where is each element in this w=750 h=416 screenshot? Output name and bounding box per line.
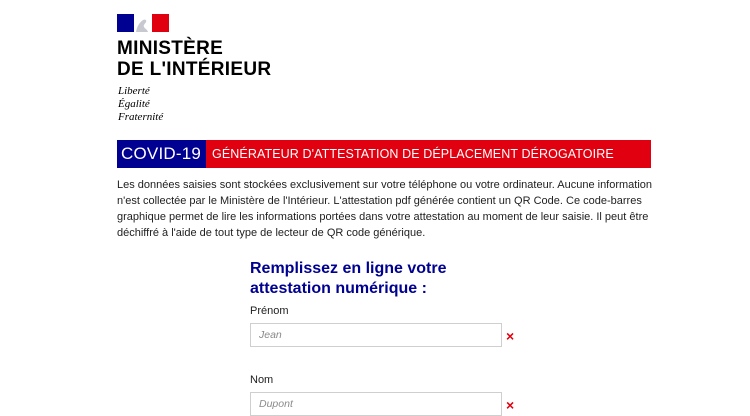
firstname-error-icon: × <box>506 328 515 344</box>
page-banner <box>117 140 651 168</box>
marianne-flag-icon <box>117 14 169 32</box>
motto <box>118 85 238 124</box>
form-heading <box>250 259 550 299</box>
ministry-name <box>117 38 317 80</box>
form-heading-line1: Remplissez en ligne votre <box>250 260 447 277</box>
form-heading-line2: attestation numérique : <box>250 280 427 297</box>
intro-text: Les données saisies sont stockées exclusivement sur votre téléphone ou votre ordinateur. Aucune information n'est collectée par le Ministère de l'Intérieur. L'attestation pdf générée contient un QR Code. Ce code-barres graphique permet de lire les informations portées dans votre attestation au moment de leur saisie. Il peut être déchiffré à l'aide de tout type de lecteur de QR code générique. <box>117 179 653 239</box>
firstname-label: Prénom <box>250 305 289 317</box>
attestation-form <box>250 259 550 413</box>
ministry-name-line2: DE L'INTÉRIEUR <box>117 59 272 80</box>
motto-egalite: Égalité <box>118 98 150 110</box>
banner-title: GÉNÉRATEUR D'ATTESTATION DE DÉPLACEMENT DÉROGATOIRE <box>212 147 614 161</box>
lastname-label: Nom <box>250 374 274 386</box>
ministry-name-line1: MINISTÈRE <box>117 38 224 59</box>
motto-liberte: Liberté <box>118 85 150 97</box>
covid-tag: COVID-19 <box>117 140 206 168</box>
lastname-error-icon: × <box>506 397 515 413</box>
lastname-input[interactable] <box>250 392 502 416</box>
firstname-input[interactable] <box>250 323 502 347</box>
motto-fraternite: Fraternité <box>118 111 164 123</box>
